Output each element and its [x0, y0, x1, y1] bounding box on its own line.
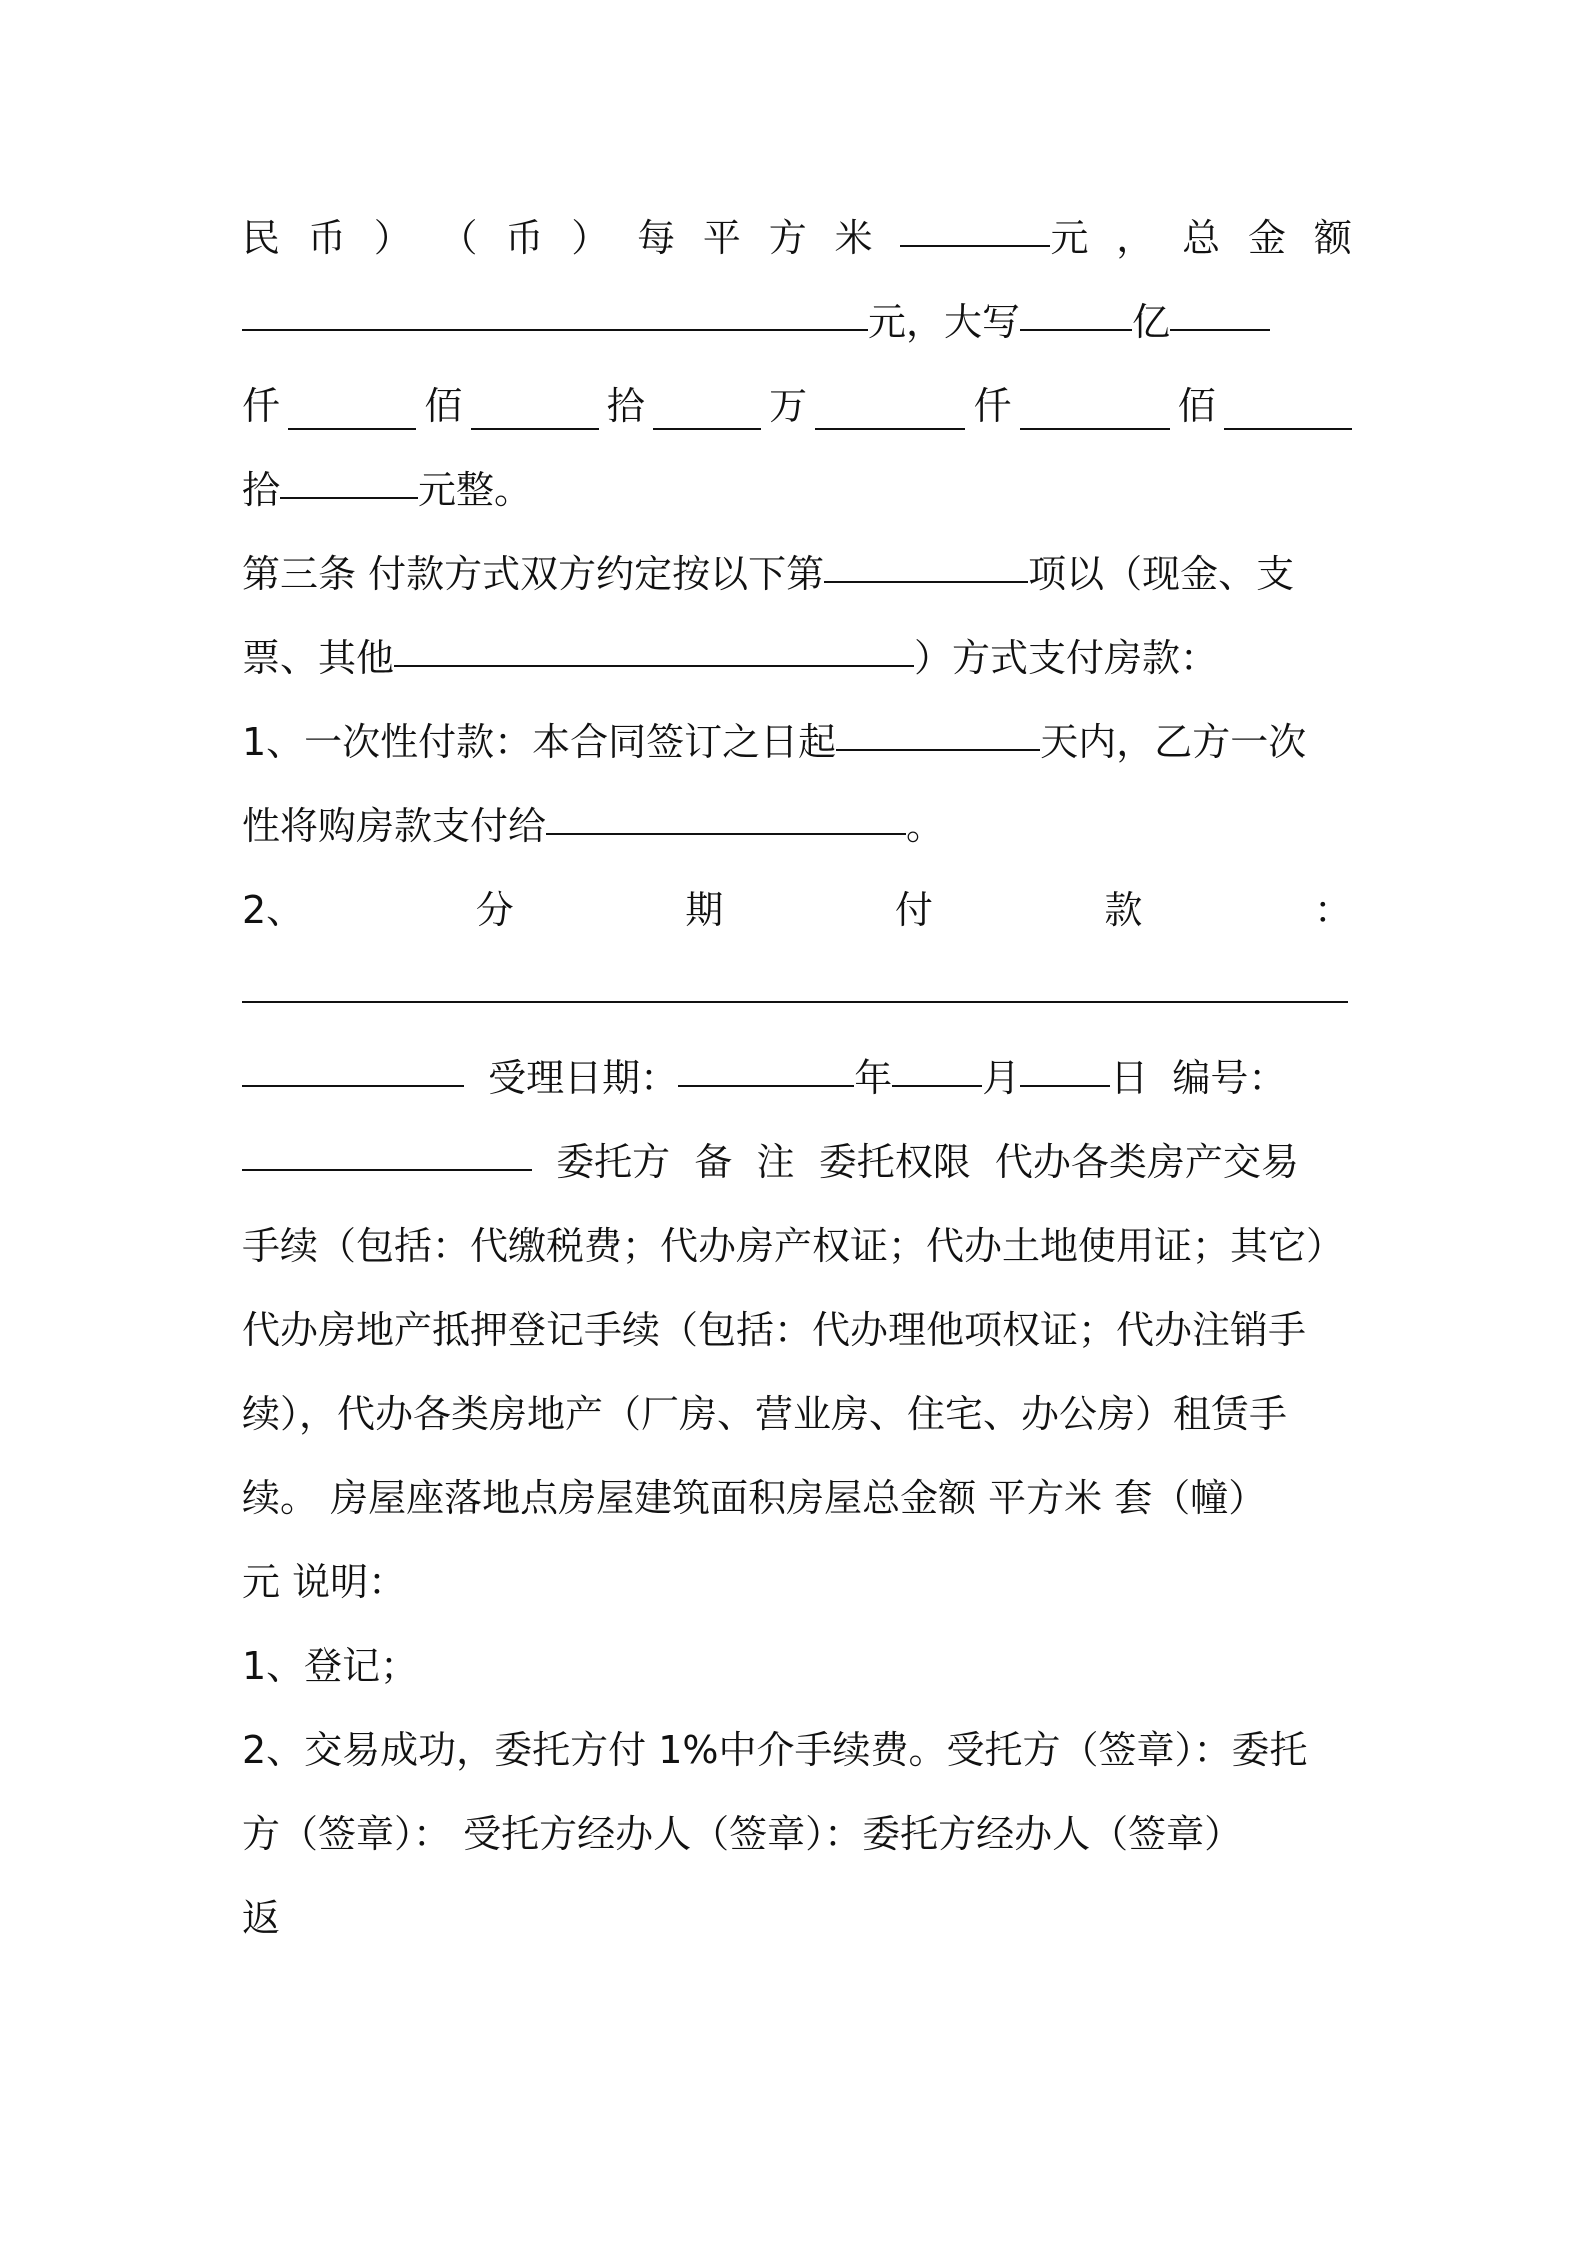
text-line-4 [242, 448, 1352, 532]
char: 期 [685, 888, 724, 932]
text-line-18: 1、登记； [242, 1644, 419, 1688]
blank-underline [546, 787, 906, 835]
blank-underline [288, 382, 416, 430]
char: 分 [475, 888, 514, 932]
text-line-16: 续。 房屋座落地点房屋建筑面积房屋总金额 平方米 套（幢） [242, 1476, 1267, 1520]
blank-underline [1020, 382, 1170, 430]
char: 币 [307, 216, 346, 260]
text-line-5 [242, 532, 1352, 616]
text-segment: 2、 [242, 888, 305, 932]
char: 佰 [424, 384, 463, 428]
blank-underline [1224, 382, 1352, 430]
text-segment: 天内，乙方一次 [1040, 720, 1307, 764]
text-line-8 [242, 784, 1352, 868]
blank-underline [471, 382, 599, 430]
text-line-11 [242, 1036, 1352, 1120]
char: 仟 [242, 384, 281, 428]
char: 拾 [242, 468, 281, 512]
text-segment: 委托权限 [818, 1140, 971, 1184]
text-line-20: 方（签章）： 受托方经办人（签章）：委托方经办人（签章） [242, 1812, 1243, 1856]
blank-underline [1020, 1039, 1110, 1087]
char: 付 [894, 888, 933, 932]
char: （ [439, 216, 478, 260]
char: 方 [768, 216, 807, 260]
char: 仟 [973, 384, 1012, 428]
text-segment: 亿 [1132, 300, 1171, 344]
text-segment: 1、一次性付款：本合同签订之日起 [242, 720, 837, 764]
blank-underline [242, 1123, 532, 1171]
blank-underline [394, 619, 914, 667]
char: 元 [1050, 216, 1089, 260]
text-line-9 [242, 868, 1352, 952]
text-segment: 委托方 [556, 1140, 671, 1184]
document-body [242, 196, 1352, 1960]
text-line-13: 手续（包括：代缴税费；代办房产权证；代办土地使用证；其它） [242, 1224, 1345, 1268]
text-segment: 性将购房款支付给 [242, 804, 547, 848]
char: 备 [694, 1140, 733, 1184]
char: ） [571, 216, 610, 260]
blank-underline [1170, 283, 1270, 331]
char: 民 [242, 216, 281, 260]
char: 额 [1313, 216, 1352, 260]
char: ， [1116, 216, 1155, 260]
blank-underline [815, 382, 965, 430]
blank-underline [653, 382, 761, 430]
char: 注 [756, 1140, 795, 1184]
text-segment: 票、其他 [242, 636, 395, 680]
text-segment: 项以（现金、支 [1028, 552, 1295, 596]
blank-underline [900, 199, 1050, 247]
text-segment: 。 [906, 804, 945, 848]
blank-underline [836, 703, 1040, 751]
text-line-1 [242, 196, 1352, 280]
blank-underline [242, 1039, 464, 1087]
text-segment: 代办各类房产交易 [994, 1140, 1299, 1184]
char: 金 [1247, 216, 1286, 260]
text-line-15: 续），代办各类房地产（厂房、营业房、住宅、办公房）租赁手 [242, 1392, 1288, 1436]
text-line-10 [242, 952, 1352, 1036]
char: 每 [637, 216, 676, 260]
blank-underline [242, 955, 1348, 1003]
text-segment: 编号： [1172, 1056, 1287, 1100]
char: 年 [854, 1056, 893, 1100]
char: 万 [769, 384, 808, 428]
char: 佰 [1177, 384, 1216, 428]
char: 米 [834, 216, 873, 260]
text-line-21: 返 [242, 1896, 281, 1940]
text-line-17: 元 说明： [242, 1560, 407, 1604]
text-segment: 元整。 [418, 468, 533, 512]
text-line-19: 2、交易成功，委托方付 1%中介手续费。受托方（签章）：委托 [242, 1728, 1308, 1772]
text-segment: ）方式支付房款： [914, 636, 1219, 680]
text-line-2 [242, 280, 1352, 364]
text-line-6 [242, 616, 1352, 700]
char: 平 [702, 216, 741, 260]
blank-underline [824, 535, 1028, 583]
char: 币 [505, 216, 544, 260]
text-line-7 [242, 700, 1352, 784]
blank-underline [280, 451, 418, 499]
char: 日 [1110, 1056, 1149, 1100]
char: 总 [1182, 216, 1221, 260]
text-segment: 受理日期： [488, 1056, 679, 1100]
text-segment: 元，大写 [868, 300, 1021, 344]
char: ： [1313, 888, 1352, 932]
char: 拾 [606, 384, 645, 428]
text-line-12 [242, 1120, 1352, 1204]
blank-underline [1020, 283, 1132, 331]
char: 款 [1104, 888, 1143, 932]
text-segment: 第三条 付款方式双方约定按以下第 [242, 552, 825, 596]
char: 月 [982, 1056, 1021, 1100]
blank-underline [892, 1039, 982, 1087]
text-line-3 [242, 364, 1352, 448]
text-line-14: 代办房地产抵押登记手续（包括：代办理他项权证；代办注销手 [242, 1308, 1307, 1352]
blank-underline [678, 1039, 854, 1087]
char: ） [373, 216, 412, 260]
blank-underline [242, 283, 868, 331]
